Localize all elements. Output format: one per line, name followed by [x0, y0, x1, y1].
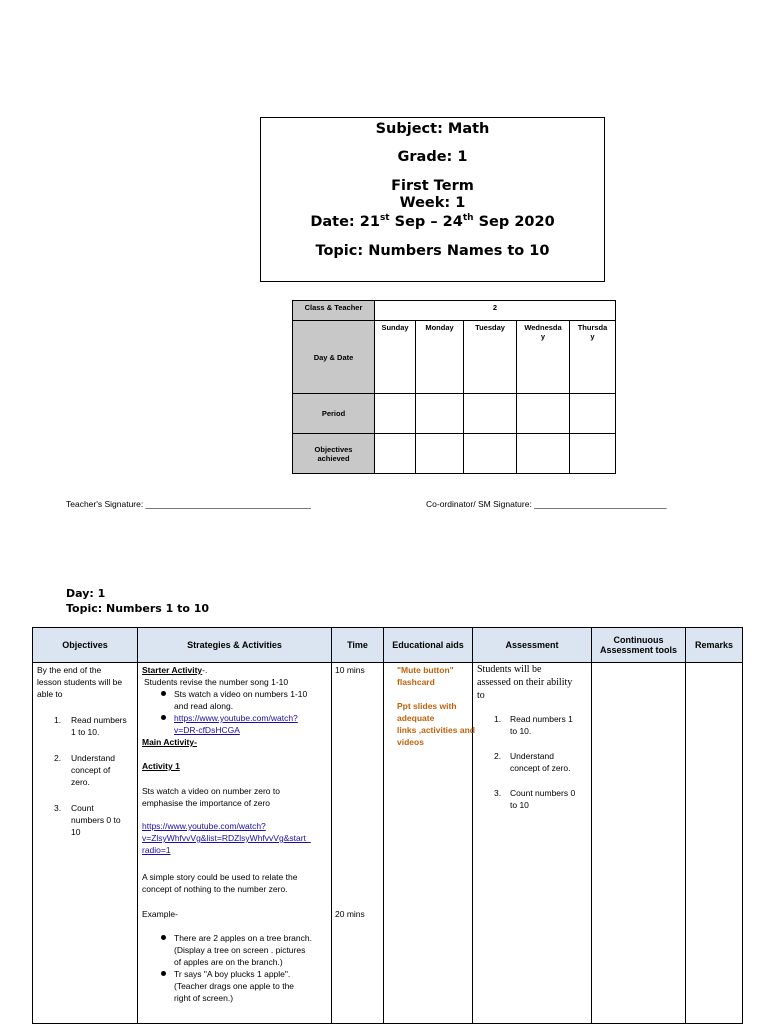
video-link-2[interactable]: radio=1 — [142, 845, 171, 855]
class-value: 2 — [375, 301, 616, 321]
objective-text: numbers 0 to — [71, 815, 121, 825]
objectives-achieved-label: Objectives achieved — [293, 434, 375, 474]
term-title: First Term — [391, 178, 474, 194]
continuous-assessment-cell — [592, 663, 686, 1024]
objective-text: 10 — [71, 827, 81, 837]
example-label: Example- — [142, 909, 178, 919]
aid-text: flashcard — [397, 677, 435, 687]
starter-activity-heading: Starter Activity-. — [142, 665, 208, 675]
story-text: A simple story could be used to relate the — [142, 872, 298, 882]
aid-text: "Mute button" — [397, 665, 454, 675]
main-activity-heading: Main Activity- — [142, 737, 197, 747]
bullet-text: and read along. — [174, 701, 234, 711]
header-objectives: Objectives — [33, 628, 138, 663]
assessment-text: to 10 — [510, 800, 529, 810]
objective-text: Count — [71, 803, 94, 813]
activity-text: emphasise the importance of zero — [142, 798, 271, 808]
assessment-number: 3. — [494, 788, 502, 798]
video-link-1[interactable]: v=DR-cfDsHCGA — [174, 725, 240, 735]
objectives-intro-line: able to — [37, 689, 63, 699]
bullet-text: Sts watch a video on numbers 1-10 — [174, 689, 308, 699]
assessment-text: Read numbers 1 — [510, 714, 573, 724]
bullet-text: (Teacher drags one apple to the — [174, 981, 295, 991]
day-sunday: Sunday — [375, 321, 416, 394]
activity-1-heading: Activity 1 — [142, 761, 180, 771]
objectives-cell — [464, 434, 517, 474]
assessment-text: to 10. — [510, 726, 532, 736]
period-cell — [375, 394, 416, 434]
video-link-1[interactable]: https://www.youtube.com/watch? — [174, 713, 298, 723]
lesson-header-box — [260, 117, 605, 282]
day-topic-label: Topic: Numbers 1 to 10 — [66, 602, 210, 615]
objective-text: zero. — [71, 777, 90, 787]
time-value: 20 mins — [335, 909, 365, 919]
activity-text: Sts watch a video on number zero to — [142, 786, 280, 796]
assessment-text: Count numbers 0 — [510, 788, 576, 798]
aid-text: videos — [397, 737, 424, 747]
week-title: Week: 1 — [399, 195, 466, 211]
aid-text: links ,activities and — [397, 725, 475, 735]
grade-title: Grade: 1 — [397, 149, 468, 165]
topic-title: Topic: Numbers Names to 10 — [315, 243, 550, 259]
day-tuesday: Tuesday — [464, 321, 517, 394]
header-remarks: Remarks — [686, 628, 743, 663]
strategies-cell — [138, 663, 332, 1024]
video-link-2[interactable]: v=ZlsyWhfvvVg&list=RDZlsyWhfvvVg&start_ — [142, 833, 311, 843]
objective-text: Read numbers — [71, 715, 127, 725]
day-date-label: Day & Date — [293, 321, 375, 394]
header-educational-aids: Educational aids — [384, 628, 473, 663]
header-assessment: Assessment — [473, 628, 592, 663]
bullet-text: of apples are on the branch.) — [174, 957, 283, 967]
assessment-text: concept of zero. — [510, 763, 571, 773]
coordinator-signature-line: Co-ordinator/ SM Signature: ____________________________ — [426, 499, 667, 509]
remarks-cell — [686, 663, 743, 1024]
assessment-intro-line: Students will be — [477, 664, 542, 675]
objectives-cell — [517, 434, 570, 474]
educational-aids-cell — [384, 663, 473, 1024]
objective-text: Understand — [71, 753, 115, 763]
class-teacher-label: Class & Teacher — [293, 301, 375, 321]
bullet-icon — [161, 715, 166, 720]
header-time: Time — [332, 628, 384, 663]
aid-text: adequate — [397, 713, 435, 723]
period-cell — [517, 394, 570, 434]
day-monday: Monday — [416, 321, 464, 394]
bullet-icon — [161, 971, 166, 976]
schedule-table — [292, 300, 616, 474]
assessment-number: 1. — [494, 714, 502, 724]
story-text: concept of nothing to the number zero. — [142, 884, 288, 894]
objectives-cell — [570, 434, 616, 474]
period-label: Period — [293, 394, 375, 434]
bullet-icon — [161, 691, 166, 696]
objective-text: concept of — [71, 765, 111, 775]
starter-line: Students revise the number song 1-10 — [144, 677, 289, 687]
teacher-signature-line: Teacher's Signature: ___________________________________ — [66, 499, 312, 509]
bullet-text: (Display a tree on screen . pictures — [174, 945, 306, 955]
header-continuous-assessment: Continuous Assessment tools — [592, 628, 686, 663]
bullet-icon — [161, 935, 166, 940]
objective-number: 2. — [54, 753, 62, 763]
objectives-intro-line: By the end of the — [37, 665, 102, 675]
assessment-number: 2. — [494, 751, 502, 761]
video-link-2[interactable]: https://www.youtube.com/watch? — [142, 821, 266, 831]
day-thursday: Thursda y — [570, 321, 616, 394]
bullet-text: right of screen.) — [174, 993, 234, 1003]
assessment-intro-line: to — [477, 690, 485, 701]
assessment-cell — [473, 663, 592, 1024]
time-value: 10 mins — [335, 665, 365, 675]
assessment-text: Understand — [510, 751, 554, 761]
day-label: Day: 1 — [66, 587, 106, 600]
period-cell — [416, 394, 464, 434]
day-wednesday: Wednesda y — [517, 321, 570, 394]
header-strategies: Strategies & Activities — [138, 628, 332, 663]
objective-text: 1 to 10. — [71, 727, 100, 737]
period-cell — [570, 394, 616, 434]
bullet-text: Tr says "A boy plucks 1 apple". — [174, 969, 291, 979]
objective-number: 3. — [54, 803, 62, 813]
subject-title: Subject: Math — [375, 121, 490, 137]
objectives-cell — [416, 434, 464, 474]
assessment-intro-line: assessed on their ability — [477, 677, 573, 688]
lesson-plan-table — [32, 627, 743, 1024]
bullet-text: There are 2 apples on a tree branch. — [174, 933, 312, 943]
aid-text: Ppt slides with — [397, 701, 457, 711]
time-cell — [332, 663, 384, 1024]
objectives-cell — [375, 434, 416, 474]
objectives-intro-line: lesson students will be — [37, 677, 123, 687]
objective-number: 1. — [54, 715, 62, 725]
period-cell — [464, 394, 517, 434]
objectives-cell — [33, 663, 138, 1024]
date-title: Date: 21st Sep – 24th Sep 2020 — [310, 213, 555, 230]
